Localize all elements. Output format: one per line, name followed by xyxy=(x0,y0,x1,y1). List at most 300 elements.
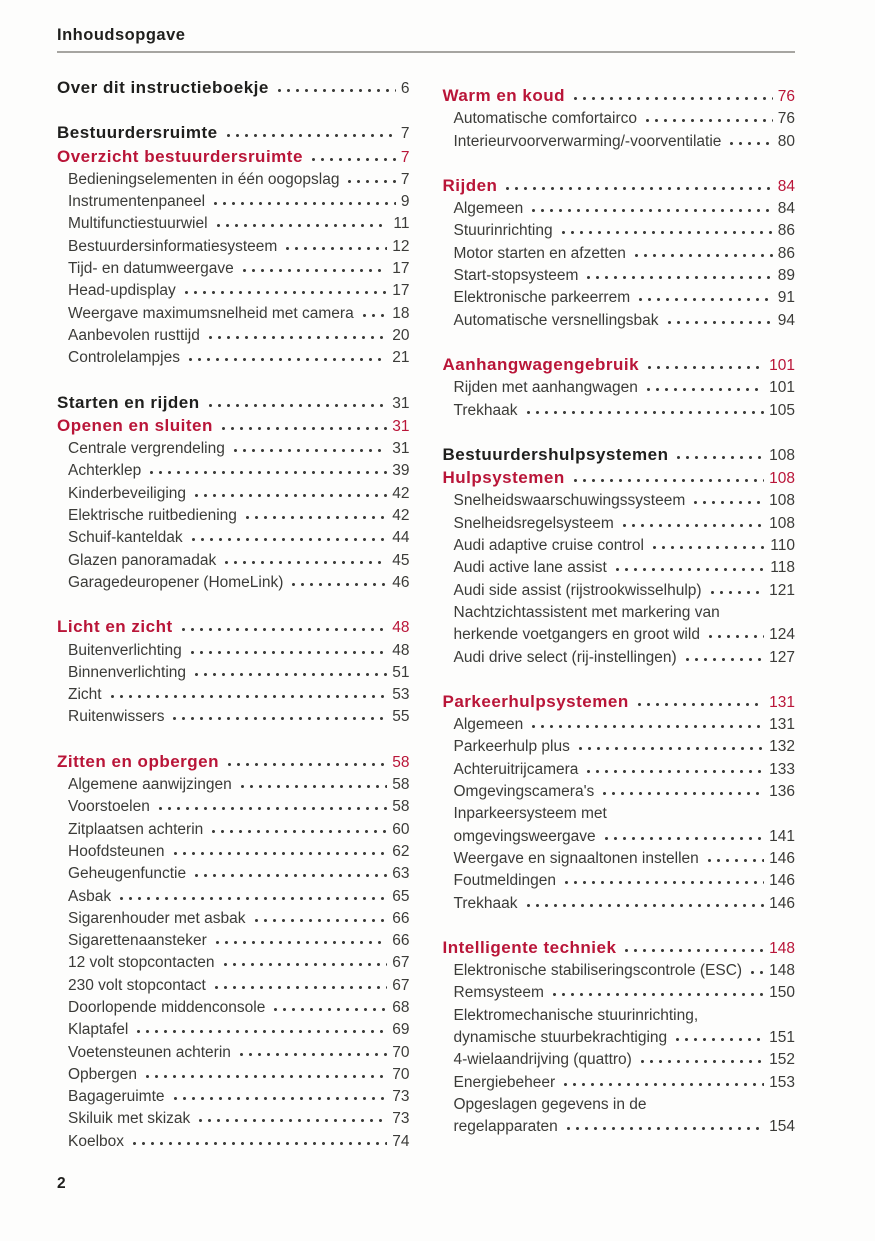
toc-entry-line xyxy=(443,354,796,377)
toc-entry-label: Motor starten en afzetten xyxy=(453,244,626,262)
dot-leader xyxy=(643,111,773,123)
toc-entry-line xyxy=(443,647,796,669)
toc-entry-label: Ruitenwissers xyxy=(68,708,165,726)
toc-entry xyxy=(57,662,410,684)
toc-entry-page: 86 xyxy=(777,222,795,240)
toc-entry-label: Audi adaptive cruise control xyxy=(453,537,644,555)
toc-entry xyxy=(57,886,410,908)
toc-entry-label: Doorlopende middenconsole xyxy=(68,998,266,1016)
toc-entry-line xyxy=(57,706,410,728)
toc-entry-page: 131 xyxy=(769,716,795,734)
dot-leader xyxy=(665,313,773,325)
dot-leader xyxy=(632,246,773,258)
toc-entry-page: 91 xyxy=(777,289,795,307)
page-title: Inhoudsopgave xyxy=(57,26,186,44)
dot-leader xyxy=(186,350,387,362)
toc-entry xyxy=(443,400,796,422)
toc-entry-page: 153 xyxy=(769,1073,795,1091)
toc-entry xyxy=(57,1019,410,1041)
dot-leader xyxy=(529,717,764,729)
toc-entry-page: 6 xyxy=(400,80,410,97)
dot-leader xyxy=(171,844,388,856)
toc-entry xyxy=(443,1049,796,1071)
dot-leader xyxy=(206,396,388,408)
dot-leader xyxy=(156,799,387,811)
toc-entry-page: 31 xyxy=(392,394,410,412)
toc-entry-page: 70 xyxy=(392,1065,410,1083)
toc-entry-page: 148 xyxy=(769,962,795,980)
toc-entry-line xyxy=(443,691,796,714)
toc-entry-page: 80 xyxy=(777,132,795,150)
toc-entry xyxy=(57,122,410,145)
toc-entry-line xyxy=(443,893,796,915)
dot-leader xyxy=(192,866,387,878)
toc-entry-line xyxy=(443,198,796,220)
dot-leader xyxy=(224,126,396,138)
toc-entry-page: 73 xyxy=(392,1088,410,1106)
toc-entry xyxy=(57,415,410,438)
toc-entry-line xyxy=(57,1019,410,1041)
toc-entry-line xyxy=(443,377,796,399)
toc-entry-label: Intelligente techniek xyxy=(442,937,617,957)
toc-entry-line xyxy=(57,1042,410,1064)
toc-entry xyxy=(57,640,410,662)
toc-entry xyxy=(57,280,410,302)
toc-entry-line xyxy=(443,960,796,982)
toc-entry xyxy=(443,467,796,490)
toc-entry-line xyxy=(57,975,410,997)
toc-entry-line xyxy=(443,467,796,490)
toc-entry-page: 66 xyxy=(392,932,410,950)
toc-entry-line xyxy=(443,1005,796,1027)
toc-entry-label: Inparkeersysteem met xyxy=(453,805,607,823)
toc-entry-page: 86 xyxy=(777,244,795,262)
toc-entry-page: 127 xyxy=(769,648,795,666)
dot-leader xyxy=(673,1030,764,1042)
dot-leader xyxy=(636,290,773,302)
toc-entry-line xyxy=(443,580,796,602)
toc-entry-line xyxy=(57,438,410,460)
toc-entry-page: 84 xyxy=(777,177,795,195)
toc-entry-page: 48 xyxy=(392,641,410,659)
toc-entry xyxy=(57,952,410,974)
toc-entry-label: Opgeslagen gegevens in de xyxy=(453,1095,647,1113)
dot-leader xyxy=(345,172,395,184)
toc-entry-label: Weergave en signaaltonen instellen xyxy=(453,849,699,867)
dot-leader xyxy=(221,955,388,967)
toc-entry-page: 67 xyxy=(392,954,410,972)
toc-entry-page: 17 xyxy=(392,282,410,300)
toc-entry xyxy=(57,841,410,863)
toc-entry-label: Overzicht bestuurdersruimte xyxy=(57,146,303,166)
toc-entry-label: Foutmeldingen xyxy=(453,872,557,890)
toc-entry xyxy=(443,759,796,781)
toc-entry-line xyxy=(57,347,410,369)
dot-leader xyxy=(117,889,387,901)
toc-entry-page: 148 xyxy=(769,939,795,957)
toc-entry-label: Bestuurdersruimte xyxy=(57,123,218,143)
toc-group xyxy=(57,77,410,100)
toc-entry xyxy=(57,213,410,235)
toc-entry-line xyxy=(57,1131,410,1153)
toc-group xyxy=(57,616,410,728)
toc-entry xyxy=(443,781,796,803)
toc-entry xyxy=(57,392,410,415)
toc-entry-line xyxy=(57,1108,410,1130)
toc-entry-line xyxy=(57,325,410,347)
dot-leader xyxy=(231,441,387,453)
toc-entry-page: 45 xyxy=(392,551,410,569)
toc-entry-label: Hulpsystemen xyxy=(442,468,565,488)
toc-entry-page: 51 xyxy=(392,663,410,681)
toc-entry-page: 31 xyxy=(392,440,410,458)
toc-entry-label: regelapparaten xyxy=(453,1118,558,1136)
toc-entry xyxy=(57,774,410,796)
toc-entry-page: 152 xyxy=(769,1051,795,1069)
toc-entry-page: 20 xyxy=(392,326,410,344)
toc-entry-page: 73 xyxy=(392,1110,410,1128)
toc-group xyxy=(443,444,796,669)
toc-entry-line xyxy=(57,1086,410,1108)
toc-entry xyxy=(443,265,796,287)
toc-entry xyxy=(443,175,796,198)
toc-entry-page: 67 xyxy=(392,976,410,994)
toc-entry-label: Skiluik met skizak xyxy=(68,1110,191,1128)
toc-column-left xyxy=(57,77,410,1153)
toc-entry xyxy=(57,146,410,169)
toc-entry xyxy=(443,131,796,153)
toc-entry xyxy=(443,580,796,602)
toc-entry xyxy=(443,982,796,1004)
dot-leader xyxy=(275,81,396,93)
dot-leader xyxy=(283,239,387,251)
toc-entry-label: Sigarenhouder met asbak xyxy=(68,909,246,927)
toc-entry-label: Rijden met aanhangwagen xyxy=(453,379,638,397)
dot-leader xyxy=(134,1022,387,1034)
toc-entry-line xyxy=(57,169,410,191)
toc-entry xyxy=(57,1108,410,1130)
dot-leader xyxy=(576,739,764,751)
dot-leader xyxy=(182,283,388,295)
toc-entry-page: 66 xyxy=(392,909,410,927)
dot-leader xyxy=(564,1119,764,1131)
toc-entry xyxy=(443,960,796,982)
toc-entry-line xyxy=(57,1064,410,1086)
toc-entry-line xyxy=(57,527,410,549)
dot-leader xyxy=(674,448,764,460)
toc-entry-line xyxy=(443,490,796,512)
toc-entry-line xyxy=(57,662,410,684)
toc-entry-label: Binnenverlichting xyxy=(68,663,187,681)
toc-entry-label: Elektronische parkeerrem xyxy=(453,289,631,307)
toc-entry-label: Multifunctiestuurwiel xyxy=(68,215,208,233)
toc-entry-line xyxy=(443,444,796,467)
dot-leader xyxy=(147,463,387,475)
toc-entry-label: Bagageruimte xyxy=(68,1088,165,1106)
toc-entry-label: Omgevingscamera's xyxy=(453,783,595,801)
toc-entry-label: Parkeerhulpsystemen xyxy=(442,691,629,711)
toc-entry-line xyxy=(57,841,410,863)
dot-leader xyxy=(600,784,764,796)
toc-entry-line xyxy=(57,751,410,774)
toc-entry-page: 136 xyxy=(769,783,795,801)
dot-leader xyxy=(192,486,387,498)
toc-entry xyxy=(443,803,796,848)
dot-leader xyxy=(222,553,387,565)
toc-entry-line xyxy=(443,131,796,153)
toc-entry-line xyxy=(57,146,410,169)
toc-entry-page: 94 xyxy=(777,311,795,329)
toc-entry-label: 4-wielaandrijving (quattro) xyxy=(453,1051,632,1069)
toc-entry-page: 118 xyxy=(770,559,795,577)
toc-entry xyxy=(443,287,796,309)
toc-entry-line xyxy=(443,826,796,848)
toc-entry-line xyxy=(57,505,410,527)
toc-entry-page: 55 xyxy=(392,708,410,726)
toc-entry-label: Snelheidswaarschuwingssysteem xyxy=(453,492,686,510)
dot-leader xyxy=(602,829,764,841)
dot-leader xyxy=(289,575,387,587)
toc-entry-label: Warm en koud xyxy=(442,86,565,105)
toc-entry-page: 7 xyxy=(400,148,410,166)
toc-entry-page: 150 xyxy=(769,984,795,1002)
toc-entry-line xyxy=(57,863,410,885)
toc-group xyxy=(443,85,796,153)
toc-entry-line xyxy=(443,1072,796,1094)
toc-entry xyxy=(57,1064,410,1086)
toc-entry-line xyxy=(57,796,410,818)
toc-entry-line xyxy=(57,460,410,482)
dot-leader xyxy=(243,508,387,520)
toc-entry-label: Controlelampjes xyxy=(68,349,180,367)
toc-entry-label: Hoofdsteunen xyxy=(68,842,165,860)
toc-entry-label: Sigarettenaansteker xyxy=(68,932,207,950)
toc-entry-label: Zitplaatsen achterin xyxy=(68,820,204,838)
dot-leader xyxy=(613,560,765,572)
toc-entry-line xyxy=(57,640,410,662)
dot-leader xyxy=(638,1052,764,1064)
toc-entry xyxy=(57,236,410,258)
toc-entry xyxy=(443,377,796,399)
toc-entry xyxy=(443,220,796,242)
toc-entry-page: 39 xyxy=(392,462,410,480)
toc-entry-label: Aanhangwagengebruik xyxy=(442,354,640,374)
toc-entry-line xyxy=(57,77,410,100)
dot-leader xyxy=(212,978,387,990)
toc-entry xyxy=(57,796,410,818)
table-of-contents xyxy=(57,77,795,1153)
toc-entry-label: Parkeerhulp plus xyxy=(453,738,570,756)
toc-entry-label: Algemeen xyxy=(453,716,524,734)
toc-entry-label: Starten en rijden xyxy=(57,392,200,412)
toc-entry-line xyxy=(443,624,796,646)
toc-entry-label: Algemene aanwijzingen xyxy=(68,776,232,794)
toc-entry-label: 12 volt stopcontacten xyxy=(68,954,215,972)
toc-entry-page: 108 xyxy=(769,492,795,510)
dot-leader xyxy=(240,261,388,273)
toc-entry-label: Instrumentenpaneel xyxy=(68,193,206,211)
dot-leader xyxy=(691,493,764,505)
toc-entry-line xyxy=(57,392,410,415)
toc-entry-line xyxy=(443,108,796,130)
toc-entry-line xyxy=(57,550,410,572)
toc-entry-page: 7 xyxy=(400,170,410,188)
dot-leader xyxy=(562,873,764,885)
toc-entry-page: 76 xyxy=(777,110,795,128)
toc-entry-label: Elektronische stabiliseringscontrole (ESC) xyxy=(453,962,743,980)
toc-entry-label: Rijden xyxy=(442,175,498,195)
toc-entry xyxy=(57,527,410,549)
toc-entry-label: Koelbox xyxy=(68,1132,125,1150)
toc-entry-label: Automatische comfortairco xyxy=(453,110,637,128)
toc-entry xyxy=(443,557,796,579)
toc-entry xyxy=(443,848,796,870)
toc-entry xyxy=(443,937,796,960)
toc-entry-page: 108 xyxy=(769,446,795,464)
dot-leader xyxy=(683,650,765,662)
toc-entry xyxy=(443,198,796,220)
toc-entry-page: 74 xyxy=(392,1132,410,1150)
toc-entry-line xyxy=(443,400,796,422)
toc-entry-label: Voetensteunen achterin xyxy=(68,1043,231,1061)
toc-entry-line xyxy=(443,220,796,242)
toc-entry-label: Audi drive select (rij-instellingen) xyxy=(453,648,677,666)
toc-entry-line xyxy=(443,848,796,870)
toc-entry-label: Bestuurdershulpsystemen xyxy=(442,444,669,464)
toc-entry-label: Openen en sluiten xyxy=(57,415,213,435)
toc-entry xyxy=(57,191,410,213)
dot-leader xyxy=(622,941,764,953)
toc-entry-label: Stuurinrichting xyxy=(453,222,553,240)
toc-entry xyxy=(57,908,410,930)
dot-leader xyxy=(225,755,387,767)
toc-entry xyxy=(443,870,796,892)
toc-entry-label: Elektromechanische stuurinrichting, xyxy=(453,1006,699,1024)
toc-entry-line xyxy=(443,1027,796,1049)
toc-entry xyxy=(443,243,796,265)
toc-entry xyxy=(443,736,796,758)
dot-leader xyxy=(706,627,764,639)
toc-entry-page: 53 xyxy=(392,686,410,704)
toc-entry-page: 105 xyxy=(769,401,795,419)
toc-entry-label: Audi active lane assist xyxy=(453,559,607,577)
page-number: 2 xyxy=(57,1175,66,1192)
toc-entry xyxy=(443,444,796,467)
toc-entry-page: 58 xyxy=(392,798,410,816)
toc-entry-line xyxy=(443,557,796,579)
toc-group xyxy=(57,122,410,369)
toc-entry-label: Garagedeuropener (HomeLink) xyxy=(68,573,284,591)
dot-leader xyxy=(271,1000,387,1012)
toc-entry xyxy=(57,258,410,280)
dot-leader xyxy=(550,985,764,997)
toc-entry xyxy=(443,310,796,332)
toc-entry-label: Licht en zicht xyxy=(57,617,173,637)
dot-leader xyxy=(252,911,388,923)
toc-entry-page: 89 xyxy=(777,267,795,285)
toc-group xyxy=(443,354,796,422)
toc-entry-label: Nachtzichtassistent met markering van xyxy=(453,603,720,621)
toc-entry-page: 31 xyxy=(392,417,410,435)
dot-leader xyxy=(211,194,396,206)
toc-entry xyxy=(443,647,796,669)
toc-entry-label: Remsysteem xyxy=(453,984,544,1002)
toc-entry-line xyxy=(443,736,796,758)
toc-entry-label: Weergave maximumsnelheid met camera xyxy=(68,304,354,322)
toc-entry-line xyxy=(443,1116,796,1138)
toc-entry-label: Buitenverlichting xyxy=(68,641,182,659)
dot-leader xyxy=(219,419,387,431)
toc-entry-label: Centrale vergrendeling xyxy=(68,440,225,458)
toc-entry-page: 69 xyxy=(392,1021,410,1039)
toc-entry-line xyxy=(443,287,796,309)
toc-entry-line xyxy=(443,513,796,535)
toc-group xyxy=(57,751,410,1153)
toc-entry-line xyxy=(57,952,410,974)
toc-entry xyxy=(57,706,410,728)
toc-entry-page: 18 xyxy=(392,304,410,322)
dot-leader xyxy=(238,777,388,789)
toc-entry-line xyxy=(57,572,410,594)
toc-entry-line xyxy=(57,415,410,438)
toc-entry-label: Zitten en opbergen xyxy=(57,751,219,771)
toc-entry xyxy=(57,616,410,639)
toc-entry-page: 60 xyxy=(392,820,410,838)
dot-leader xyxy=(171,1089,388,1101)
dot-leader xyxy=(705,851,764,863)
toc-entry-line xyxy=(443,937,796,960)
toc-entry-label: Algemeen xyxy=(453,200,524,218)
toc-entry-label: Bedieningselementen in één oogopslag xyxy=(68,170,340,188)
dot-leader xyxy=(748,963,764,975)
toc-entry xyxy=(57,325,410,347)
toc-entry-label: Kinderbeveiliging xyxy=(68,484,187,502)
dot-leader xyxy=(645,358,764,370)
dot-leader xyxy=(708,583,765,595)
toc-entry-page: 70 xyxy=(392,1043,410,1061)
dot-leader xyxy=(179,620,388,632)
toc-entry-label: Snelheidsregelsysteem xyxy=(453,514,614,532)
dot-leader xyxy=(189,530,388,542)
toc-column-right xyxy=(443,77,796,1153)
toc-entry-page: 58 xyxy=(392,776,410,794)
toc-entry xyxy=(57,1086,410,1108)
toc-entry-label: Klaptafel xyxy=(68,1021,129,1039)
toc-entry-page: 58 xyxy=(392,753,410,771)
dot-leader xyxy=(529,201,772,213)
toc-entry-line xyxy=(443,1049,796,1071)
toc-group xyxy=(57,392,410,595)
toc-entry-label: Interieurvoorverwarming/-voorventilatie xyxy=(453,132,722,150)
toc-entry-label: Opbergen xyxy=(68,1065,137,1083)
toc-entry-label: Trekhaak xyxy=(453,894,518,912)
toc-entry-page: 7 xyxy=(400,125,410,143)
toc-entry-label: Trekhaak xyxy=(453,401,518,419)
toc-entry xyxy=(443,535,796,557)
toc-entry xyxy=(57,975,410,997)
toc-group xyxy=(443,175,796,332)
toc-entry-label: Geheugenfunctie xyxy=(68,865,187,883)
toc-entry-page: 12 xyxy=(392,237,410,255)
toc-entry-line xyxy=(57,280,410,302)
toc-entry xyxy=(57,77,410,100)
toc-entry xyxy=(443,602,796,647)
toc-entry xyxy=(57,303,410,325)
toc-entry-line xyxy=(443,535,796,557)
dot-leader xyxy=(503,179,772,191)
toc-entry-page: 141 xyxy=(769,827,795,845)
toc-entry-page: 108 xyxy=(769,514,795,532)
